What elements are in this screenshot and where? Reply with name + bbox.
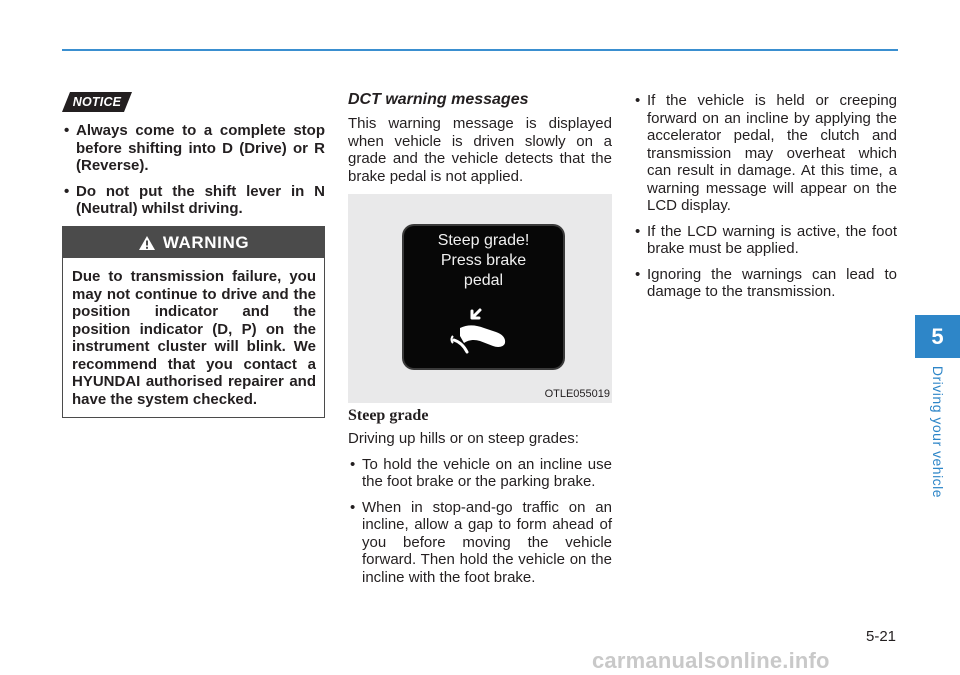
- figure-code: OTLE055019: [544, 388, 610, 400]
- chapter-title: Driving your vehicle: [930, 365, 946, 499]
- page-number: 5-21: [866, 628, 897, 645]
- dct-heading: DCT warning messages: [348, 91, 529, 108]
- top-rule: [62, 49, 898, 51]
- steep-grade-bullet: • To hold the vehicle on an incline use the foot brake or the parking brake.: [348, 456, 612, 491]
- dct-section: [348, 90, 612, 185]
- right-bullet: • If the vehicle is held or creeping forward on an incline by applying the accelerator pedal, the clutch and transmission may overheat which can result in damage. At this time, a warning message will appear on the LCD display.: [633, 92, 897, 215]
- chapter-tab: [915, 315, 960, 358]
- warning-body: Due to transmission failure, you may not continue to drive and the position indicator and the position indicator (D, P) on the instrument cluster will blink. We recommend that you contact a HYUNDAI authorised repairer and have the system checked.: [72, 268, 316, 408]
- notice-bullet: • Always come to a complete stop before shifting into D (Drive) or R (Reverse).: [62, 122, 325, 175]
- notice-list: [62, 122, 325, 226]
- watermark: carmanualsonline.info: [592, 648, 830, 673]
- steep-grade-bullet: • When in stop-and-go traffic on an incline, allow a gap to form ahead of you before moving the vehicle forward. Then hold the vehicle on the incline with the foot brake.: [348, 499, 612, 587]
- foot-on-brake-pedal-icon: [450, 306, 518, 356]
- chapter-number: 5: [931, 323, 944, 349]
- steep-grade-section: [348, 430, 612, 594]
- steep-grade-intro: Driving up hills or on steep grades:: [348, 430, 579, 447]
- warning-header: [63, 227, 324, 258]
- notice-badge-label: NOTICE: [72, 95, 122, 109]
- notice-badge: [62, 92, 132, 112]
- lcd-screen: [404, 226, 563, 368]
- lcd-figure: [348, 194, 612, 403]
- steep-grade-heading: Steep grade: [348, 407, 429, 424]
- lcd-message: Steep grade! Press brake pedal: [437, 232, 530, 289]
- notice-bullet: • Do not put the shift lever in N (Neutral) whilst driving.: [62, 183, 325, 218]
- dct-intro: This warning message is displayed when vehicle is driven slowly on a grade and the vehicle detects that the brake pedal is not applied.: [348, 115, 612, 185]
- right-column-list: [633, 92, 897, 309]
- right-bullet: • Ignoring the warnings can lead to damage to the transmission.: [633, 266, 897, 301]
- warning-triangle-icon: [138, 235, 156, 251]
- right-bullet: • If the LCD warning is active, the foot brake must be applied.: [633, 223, 897, 258]
- warning-title: WARNING: [162, 232, 250, 252]
- warning-box: [62, 226, 325, 418]
